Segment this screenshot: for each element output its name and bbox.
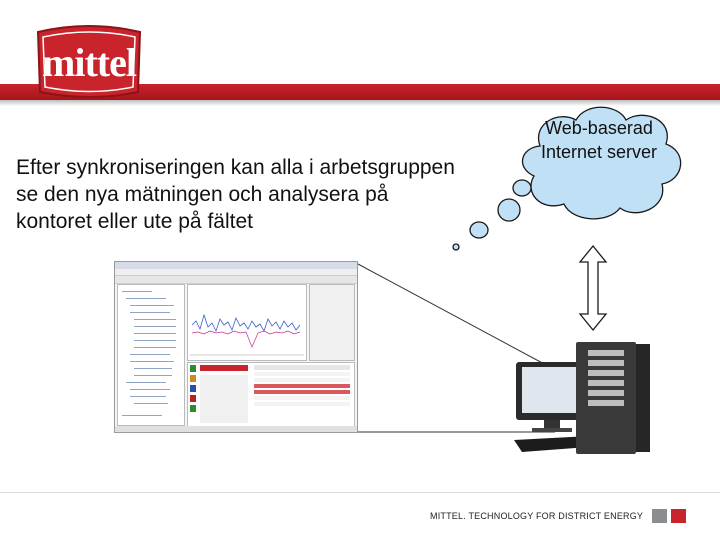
cloud-label-line-1: Web-baserad xyxy=(545,118,653,138)
app-titlebar xyxy=(115,262,357,269)
app-grid-cells xyxy=(188,363,354,427)
footer-red-square xyxy=(671,509,686,523)
app-menubar xyxy=(115,269,357,276)
body-text-line-1: Efter synkroniseringen kan alla i arbetsgruppen xyxy=(16,156,455,179)
app-plot-trace xyxy=(188,285,306,360)
footer-tagline: MITTEL. TECHNOLOGY FOR DISTRICT ENERGY xyxy=(430,511,644,521)
desktop-computer-icon xyxy=(512,340,662,462)
app-settings-panel xyxy=(309,284,355,361)
body-text-line-3: kontoret eller ute på fältet xyxy=(16,210,253,233)
app-tree-panel xyxy=(117,284,185,426)
cloud-label-line-2: Internet server xyxy=(540,142,658,162)
app-plot-area xyxy=(187,284,307,361)
software-screenshot xyxy=(114,261,358,433)
footer-divider xyxy=(0,492,720,493)
app-statusbar xyxy=(115,426,357,432)
app-toolbar xyxy=(115,276,357,284)
logo-text: mittel xyxy=(42,39,136,85)
app-data-grid xyxy=(187,362,355,428)
body-text-line-2: se den nya mätningen och analysera på xyxy=(16,183,389,206)
footer-grey-square xyxy=(652,509,667,523)
